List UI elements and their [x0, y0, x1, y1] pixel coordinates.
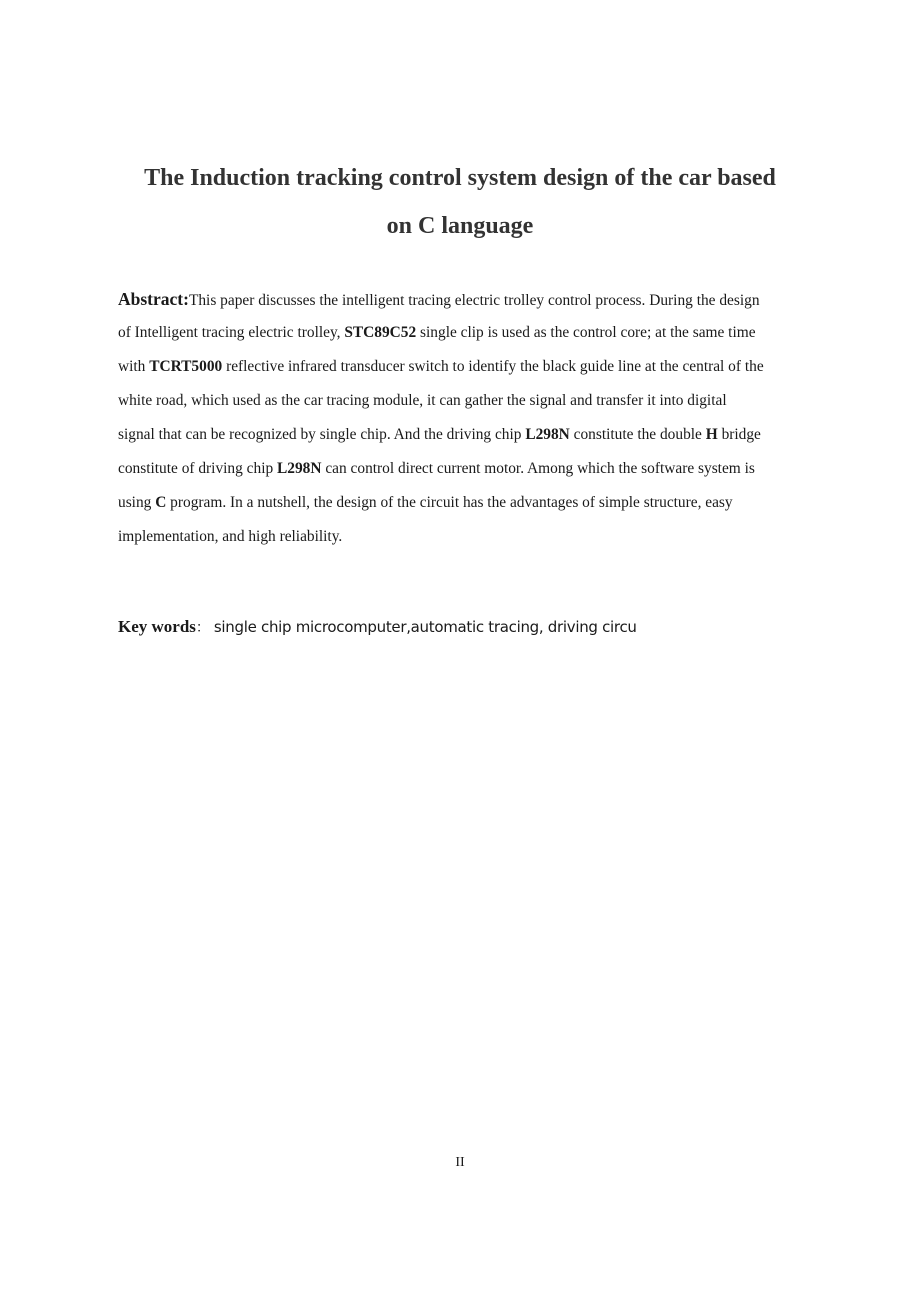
- abstract-text: white road, which used as the car tracing module, it can gather the signal and transfer it into digital: [118, 392, 727, 409]
- abstract-text: signal that can be recognized by single chip. And the driving chip: [118, 426, 526, 443]
- abstract-line: [118, 384, 808, 418]
- abstract-term-bold: C: [155, 494, 167, 511]
- abstract-term-bold: STC89C52: [344, 324, 417, 341]
- abstract-text: This paper discusses the intelligent tracing electric trolley control process. During the design: [188, 292, 760, 309]
- abstract-text: single clip is used as the control core; at the same time: [416, 324, 756, 341]
- abstract-line: [118, 520, 808, 554]
- abstract-text: constitute of driving chip: [118, 460, 278, 477]
- keywords-colon: ：: [195, 620, 210, 636]
- abstract-line: [118, 316, 808, 350]
- abstract-text: using: [118, 494, 156, 511]
- abstract-term-bold: L298N: [525, 426, 570, 443]
- abstract-line: [118, 282, 808, 316]
- abstract-label: Abstract:: [118, 289, 189, 309]
- abstract-text: can control direct current motor. Among which the software system is: [321, 460, 755, 477]
- abstract-term-bold: TCRT5000: [149, 358, 223, 375]
- abstract-line: [118, 350, 808, 384]
- document-title-line-2: on C language: [386, 213, 534, 239]
- keywords-label: Key words: [118, 617, 196, 636]
- abstract-text: with: [118, 358, 150, 375]
- abstract-line: [118, 418, 808, 452]
- keywords-text: single chip microcomputer,automatic tracing, driving circu: [213, 618, 637, 636]
- abstract-text: bridge: [717, 426, 761, 443]
- page-number: II: [455, 1155, 465, 1170]
- abstract-term-bold: H: [705, 426, 718, 443]
- abstract-paragraph: [118, 282, 808, 554]
- abstract-line-content: [189, 292, 760, 309]
- abstract-term-bold: L298N: [277, 460, 322, 477]
- abstract-text: constitute the double: [569, 426, 706, 443]
- abstract-line: [118, 452, 808, 486]
- keywords-line: [118, 617, 818, 637]
- abstract-text: reflective infrared transducer switch to identify the black guide line at the central of the: [222, 358, 764, 375]
- abstract-text: implementation, and high reliability.: [118, 528, 343, 545]
- document-title-line-1: The Induction tracking control system design of the car based: [144, 165, 776, 191]
- abstract-text: of Intelligent tracing electric trolley,: [118, 324, 345, 341]
- abstract-text: program. In a nutshell, the design of the circuit has the advantages of simple structure, easy: [166, 494, 733, 511]
- abstract-line: [118, 486, 808, 520]
